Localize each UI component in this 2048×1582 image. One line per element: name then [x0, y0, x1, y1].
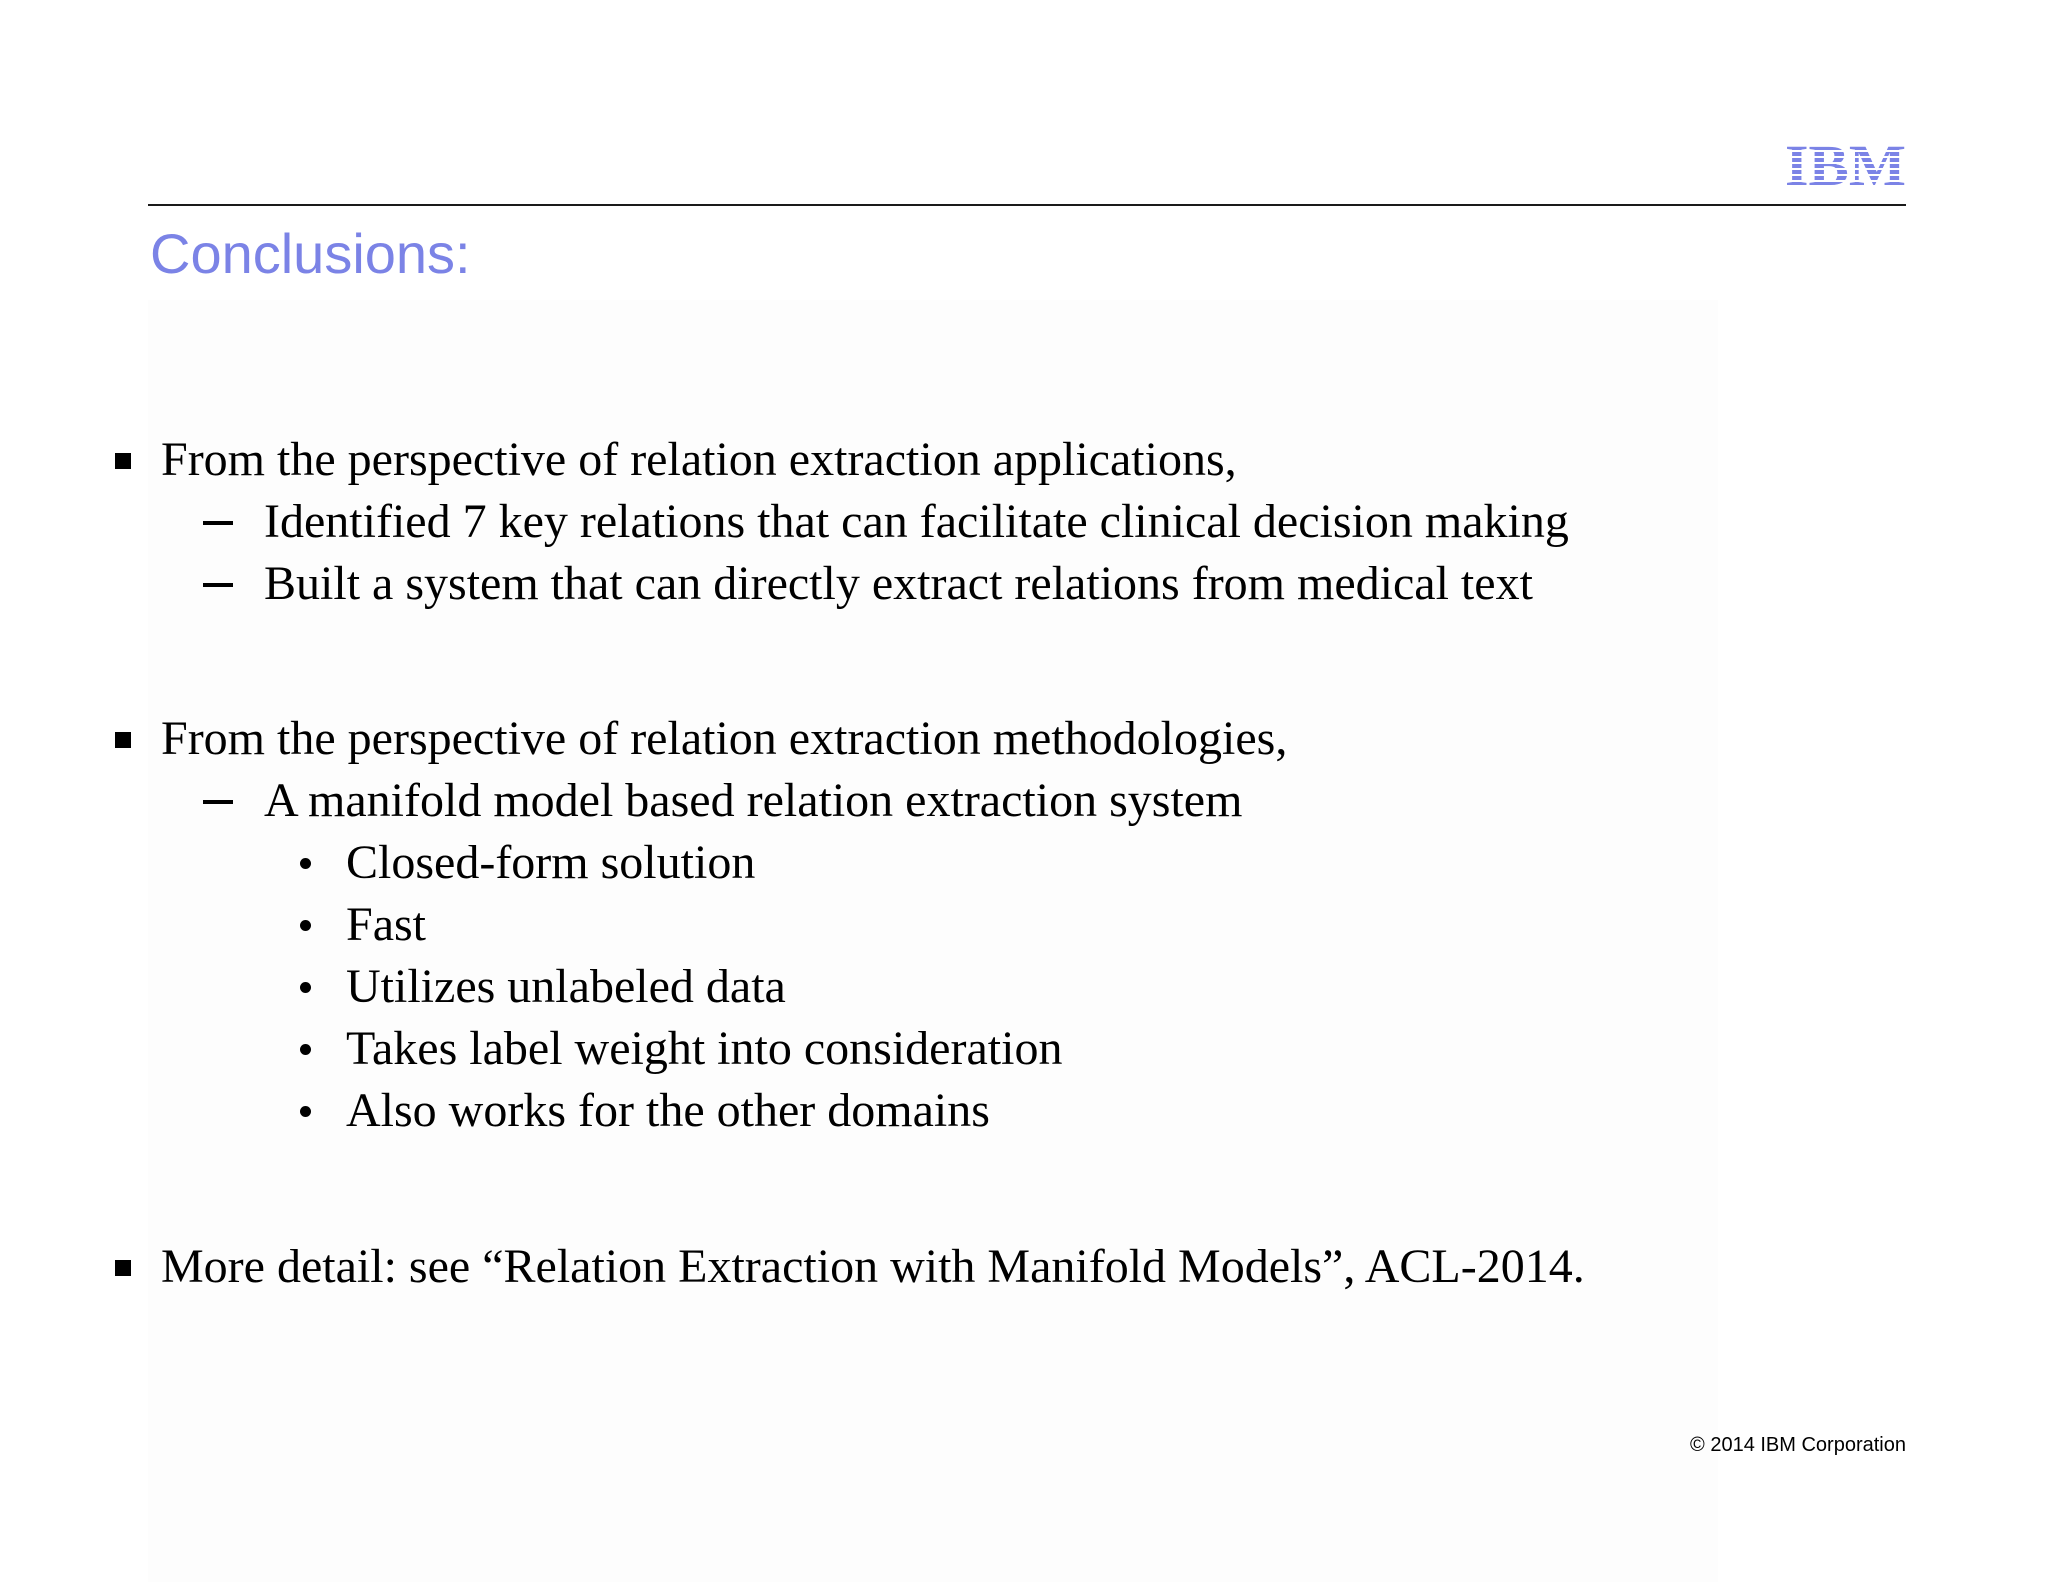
round-bullet-icon — [300, 920, 311, 931]
ibm-logo-text: IBM — [1785, 140, 1906, 188]
dash-bullet-icon — [203, 800, 233, 804]
dash-bullet-icon — [203, 521, 233, 525]
page-title: Conclusions: — [150, 222, 471, 285]
copyright-notice: © 2014 IBM Corporation — [1690, 1434, 1906, 1456]
sub-bullet-1-2-text: Built a system that can directly extract relations from medical text — [264, 557, 1533, 610]
square-bullet-icon — [115, 453, 131, 469]
sub-bullet-2-1-text: A manifold model based relation extraction system — [264, 774, 1243, 827]
round-bullet-icon — [300, 1106, 311, 1117]
bullet-3-text: More detail: see “Relation Extraction with Manifold Models”, ACL-2014. — [161, 1240, 1585, 1293]
sub-sub-bullet-5-text: Also works for the other domains — [346, 1084, 990, 1137]
round-bullet-icon — [300, 982, 311, 993]
bullet-1-text: From the perspective of relation extraction applications, — [161, 433, 1237, 486]
square-bullet-icon — [115, 1260, 131, 1276]
round-bullet-icon — [300, 1044, 311, 1055]
round-bullet-icon — [300, 858, 311, 869]
square-bullet-icon — [115, 732, 131, 748]
sub-sub-bullet-4-text: Takes label weight into consideration — [346, 1022, 1063, 1075]
sub-sub-bullet-1-text: Closed-form solution — [346, 836, 756, 889]
sub-bullet-1-1-text: Identified 7 key relations that can facilitate clinical decision making — [264, 495, 1569, 548]
sub-sub-bullet-2-text: Fast — [346, 898, 427, 951]
ibm-logo — [1785, 140, 1906, 188]
header-rule — [148, 204, 1906, 206]
bullet-2-text: From the perspective of relation extraction methodologies, — [161, 712, 1288, 765]
dash-bullet-icon — [203, 583, 233, 587]
sub-sub-bullet-3-text: Utilizes unlabeled data — [346, 960, 786, 1013]
